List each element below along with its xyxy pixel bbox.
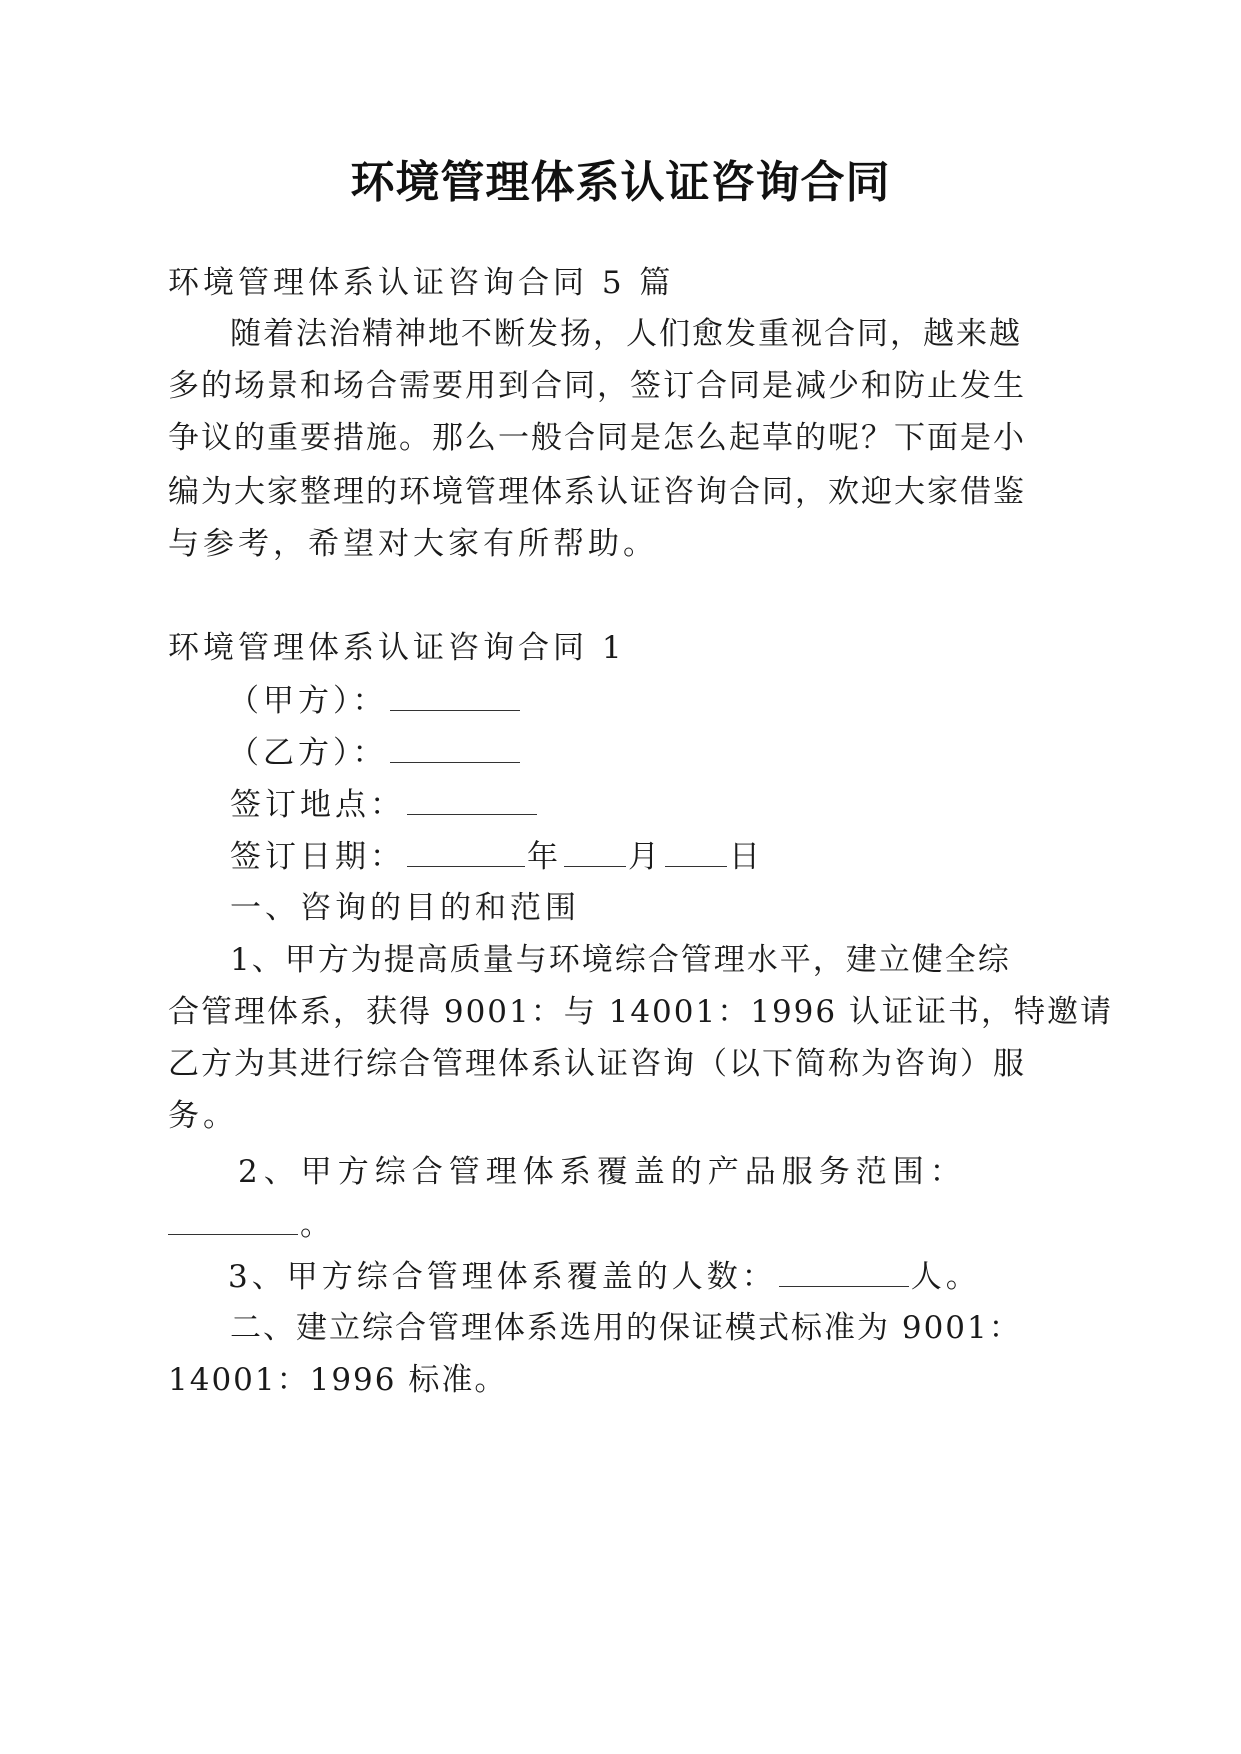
- document-title: 环境管理体系认证咨询合同: [350, 157, 891, 208]
- party-a-blank: [390, 680, 520, 711]
- intro-line-1: 随着法治精神地不断发扬，人们愈发重视合同，越来越: [230, 316, 1022, 352]
- intro-line-4: 编为大家整理的环境管理体系认证咨询合同，欢迎大家借鉴: [168, 474, 1026, 510]
- year-blank: [407, 836, 525, 867]
- item3-blank: [779, 1256, 909, 1287]
- clause1-item2: 2、甲方综合管理体系覆盖的产品服务范围：: [238, 1154, 967, 1190]
- sign-date-label: 签订日期：: [230, 839, 405, 875]
- month-blank: [564, 836, 626, 867]
- sign-date-row: [230, 836, 764, 877]
- item2-blank: [168, 1204, 298, 1235]
- party-b-blank: [390, 732, 520, 763]
- item3-post: 人。: [910, 1259, 981, 1295]
- section-heading: 环境管理体系认证咨询合同 1: [168, 630, 626, 666]
- intro-line-2: 多的场景和场合需要用到合同，签订合同是减少和防止发生: [168, 368, 1026, 404]
- sign-place-label: 签订地点：: [230, 787, 405, 823]
- clause2-line-2: 14001：1996 标准。: [168, 1362, 508, 1398]
- intro-line-3: 争议的重要措施。那么一般合同是怎么起草的呢？下面是小: [168, 420, 1026, 456]
- month-label: 月: [628, 839, 663, 875]
- year-label: 年: [527, 839, 562, 875]
- clause1-heading: 一、咨询的目的和范围: [230, 890, 580, 926]
- clause1-item1-line-3: 乙方为其进行综合管理体系认证咨询（以下简称为咨询）服: [168, 1046, 1026, 1082]
- clause1-item2-continuation: [168, 1204, 335, 1245]
- item2-end: 。: [300, 1207, 335, 1243]
- day-blank: [665, 836, 727, 867]
- party-b-label: （乙方）：: [228, 735, 388, 771]
- day-label: 日: [729, 839, 764, 875]
- clause1-item1-line-2: 合管理体系，获得 9001：与 14001：1996 认证证书，特邀请: [168, 994, 1113, 1030]
- clause1-item1-line-1: 1、甲方为提高质量与环境综合管理水平，建立健全综: [230, 942, 1011, 978]
- sign-place-row: [230, 784, 539, 825]
- clause1-item3: [228, 1256, 981, 1297]
- party-a-label: （甲方）：: [228, 683, 388, 719]
- clause1-item1-line-4: 务。: [168, 1098, 238, 1134]
- document-subtitle: 环境管理体系认证咨询合同 5 篇: [168, 265, 675, 301]
- party-a-row: [228, 680, 522, 721]
- party-b-row: [228, 732, 522, 773]
- sign-place-blank: [407, 784, 537, 815]
- item3-label: 3、甲方综合管理体系覆盖的人数：: [228, 1259, 777, 1295]
- clause2-line-1: 二、建立综合管理体系选用的保证模式标准为 9001：: [230, 1310, 1022, 1346]
- intro-line-5: 与参考，希望对大家有所帮助。: [168, 526, 658, 562]
